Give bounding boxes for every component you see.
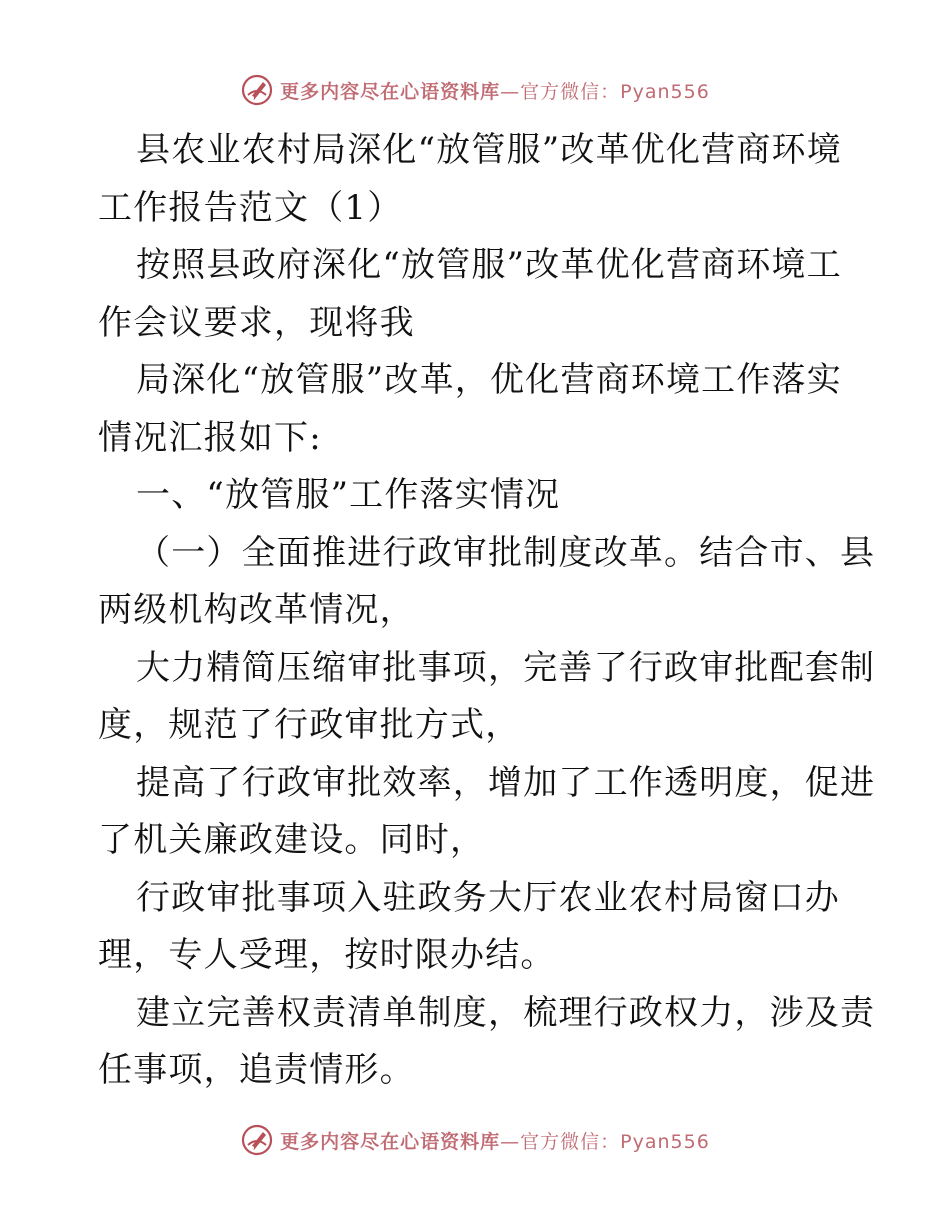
watermark-text xyxy=(280,1127,710,1154)
text-line: 提高了行政审批效率，增加了工作透明度，促进 xyxy=(136,762,876,803)
text-line: 工作报告范文（1） xyxy=(98,187,403,228)
text-line: 任事项，追责情形。 xyxy=(98,1050,415,1090)
text-line: 情况汇报如下: xyxy=(98,417,322,458)
text-line: 按照县政府深化“放管服”改革优化营商环境工 xyxy=(136,245,842,285)
watermark-brand: 更多内容尽在心语资料库 xyxy=(280,1130,501,1153)
text-line: （一）全面推进行政审批制度改革。结合市、县 xyxy=(136,532,876,573)
text-line: 局深化“放管服”改革，优化营商环境工作落实 xyxy=(136,360,842,400)
text-line: 理，专人受理，按时限办结。 xyxy=(98,935,556,975)
footer-watermark-banner xyxy=(0,1120,950,1160)
text-line: 度，规范了行政审批方式， xyxy=(98,705,521,745)
text-line: 行政审批事项入驻政务大厅农业农村局窗口办 xyxy=(136,877,840,918)
text-line: 建立完善权责清单制度，梳理行政权力，涉及责 xyxy=(136,992,876,1033)
watermark-text xyxy=(280,77,710,104)
text-line: 县农业农村局深化“放管服”改革优化营商环境 xyxy=(136,130,842,170)
watermark-contact: —官方微信：Pyan556 xyxy=(500,1130,710,1153)
book-pen-logo-icon xyxy=(240,1123,274,1157)
text-line: 了机关廉政建设。同时， xyxy=(98,820,486,860)
watermark-contact: —官方微信：Pyan556 xyxy=(500,80,710,103)
text-line: 作会议要求，现将我 xyxy=(98,302,415,343)
text-line: 大力精简压缩审批事项，完善了行政审批配套制 xyxy=(136,647,876,688)
text-line: 两级机构改革情况， xyxy=(98,590,415,630)
header-watermark-banner xyxy=(0,70,950,110)
watermark-brand: 更多内容尽在心语资料库 xyxy=(280,80,501,103)
book-pen-logo-icon xyxy=(240,73,274,107)
document-body xyxy=(98,122,876,1100)
text-line: 一、“放管服”工作落实情况 xyxy=(136,475,561,515)
